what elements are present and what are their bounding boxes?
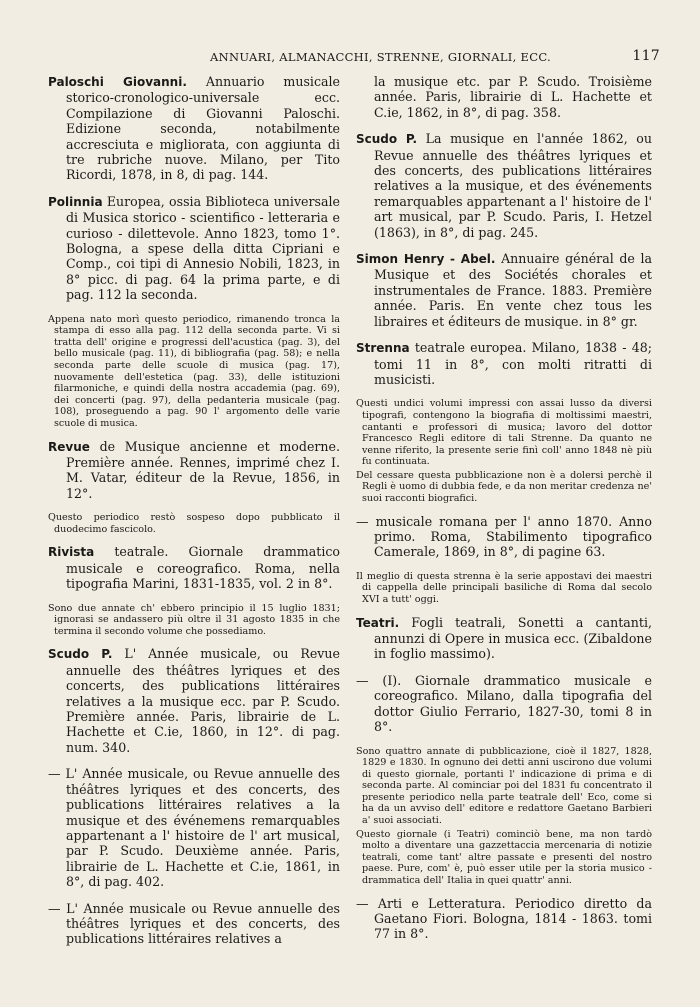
entry-text: La musique en l'année 1862, ou Revue annuelle des théâtres lyriques et des concerts, des publications littéraires relatives a la musique, et des événements remarquables appartenant a l' histoire de l' art musical, par P. Scudo. Paris, I. Hetzel (1863), in 8°, di pag. 245. bbox=[374, 131, 652, 240]
entry-teatri bbox=[356, 615, 652, 662]
entry-revue bbox=[48, 439, 340, 502]
running-header bbox=[210, 50, 660, 64]
entry-heading: Scudo P. bbox=[356, 132, 418, 147]
entry-text: Annuaire général de la Musique et des Sociétés chorales et instrumentales de France. 1883. Première année. Paris. En vente chez tous les libraires et éditeurs de musique. in 8° gr. bbox=[374, 251, 652, 329]
entry-text: — musicale romana per l' anno 1870. Anno primo. Roma, Stabilimento tipografico Camerale, 1869, in 8°, di pagine 63. bbox=[356, 513, 652, 560]
entry-scudo-1861 bbox=[48, 766, 340, 889]
entry-heading: Strenna bbox=[356, 341, 410, 356]
entry-simon bbox=[356, 251, 652, 329]
entry-heading: Rivista bbox=[48, 545, 95, 560]
entry-rivista bbox=[48, 544, 340, 591]
entry-note: Questo periodico restò sospeso dopo pubblicato il duodecimo fascicolo. bbox=[48, 512, 340, 535]
entry-scudo-1862-cont bbox=[356, 74, 652, 120]
entry-note: Appena nato morì questo periodico, rimanendo tronca la stampa di esso alla pag. 112 della seconda parte. Vi si tratta dell' origine e progressi dell'acustica (pag. 3), del bello musicale (pag. 11), di bibliografia (pag. 58); e nella seconda parte delle scuole di musica (pag. 17), nuovamente dell'estetica (pag. 33), delle istituzioni filarmoniche, e quindi della nostra accademia (pag. 69), dei concerti (pag. 97), della pedanteria musicale (pag. 108), proseguendo a pag. 90 l' argomento delle varie scuole di musica. bbox=[48, 313, 340, 430]
entry-heading: Paloschi Giovanni. bbox=[48, 75, 187, 89]
entry-paloschi bbox=[48, 74, 340, 183]
entry-text: L' Année musicale, ou Revue annuelle des théâtres lyriques et des concerts, des publications littéraires relatives a la musique ecc. par P. Scudo. Première année. Paris, librairie de L. Hachette et C.ie, 1860, in 12°. di pag. num. 340. bbox=[66, 646, 340, 755]
entry-note: Sono due annate ch' ebbero principio il 15 luglio 1831; ignorasi se andassero più oltre il 31 agosto 1835 in che termina il secondo volume che possediamo. bbox=[48, 602, 340, 637]
left-column bbox=[48, 74, 340, 958]
entry-text: de Musique ancienne et moderne. Première année. Rennes, imprimé chez I. M. Vatar, éditeur de la Revue, 1856, in 12°. bbox=[66, 438, 340, 501]
entry-heading: Teatri. bbox=[356, 615, 400, 630]
entry-heading: Revue bbox=[48, 439, 90, 454]
page-number: 117 bbox=[632, 48, 660, 64]
entry-text: — (I). Giornale drammatico musicale e coreografico. Milano, dalla tipografia del dottor Giulio Ferrario, 1827-30, tomi 8 in 8°. bbox=[356, 672, 652, 735]
entry-text: Europea, ossia Biblioteca universale di Musica storico - scientifico - letteraria e curioso - dilettevole. Anno 1823, tomo 1°. Bologna, a spese della ditta Cipriani e Comp., coi tipi di Annesio Nobili, 1823, in 8° picc. di pag. 64 la prima parte, e di pag. 112 la seconda. bbox=[66, 193, 340, 303]
running-title: ANNUARI, ALMANACCHI, STRENNE, GIORNALI, ECC. bbox=[210, 50, 551, 64]
entry-text: Annuario musicale storico-cronologico-universale ecc. Compilazione di Giovanni Paloschi. Edizione seconda, notabilmente accresciuta e migliorata, con aggiunta di tre rubriche nuove. Milano, per Tito Ricordi, 1878, in 8, di pag. 144. bbox=[66, 74, 341, 183]
entry-scudo-1863 bbox=[356, 131, 652, 240]
entry-heading: Polinnia bbox=[48, 194, 103, 209]
entry-text: Fogli teatrali, Sonetti a cantanti, annunzi di Opere in musica ecc. (Zibaldone in foglio massimo). bbox=[374, 614, 652, 662]
entry-text: — L' Année musicale ou Revue annuelle des théâtres lyriques et des concerts, des publications littéraires relatives a bbox=[48, 900, 340, 947]
entry-text: la musique etc. par P. Scudo. Troisième année. Paris, librairie di L. Hachette et C.ie, 1862, in 8°, di pag. 358. bbox=[374, 74, 652, 120]
entry-text: teatrale. Giornale drammatico musicale e coreografico. Roma, nella tipografia Marini, 1831-1835, vol. 2 in 8°. bbox=[66, 544, 340, 592]
entry-text: — L' Année musicale, ou Revue annuelle des théâtres lyriques et des concerts, des publications littéraires relatives a la musique et des événemens remarquables appartenant a l' histoire de l' art musical, par P. Scudo. Deuxième année. Paris, librairie de L. Hachette et C.ie, 1861, in 8°, di pag. 402. bbox=[48, 766, 340, 890]
entry-note: Del cessare questa pubblicazione non è a dolersi perchè il Regli è uomo di dubbia fede, e da non meritar credenza ne' suoi racconti biografici. bbox=[356, 469, 652, 505]
entry-note: Sono quattro annate di pubblicazione, cioè il 1827, 1828, 1829 e 1830. In ognuno dei detti anni uscirono due volumi di questo giornale, portanti l' indicazione di prima e di seconda parte. Al cominciar poi del 1831 fu concentrato il presente periodico nella parte teatrale dell' Eco, come si ha da un avviso dell' editore e redattore Gaetano Barbieri a' suoi associati. bbox=[356, 745, 652, 827]
entry-note: Questi undici volumi impressi con assai lusso da diversi tipografi, contengono la biografia di moltissimi maestri, cantanti e professori di musica; lavoro del dottor Francesco Regli editore di tali Strenne. Da quanto ne venne riferito, la presente serie finì coll' anno 1848 nè più fu continuata. bbox=[356, 398, 652, 468]
entry-scudo-1862-start bbox=[48, 901, 340, 947]
entry-polinnia bbox=[48, 194, 340, 303]
entry-heading: Scudo P. bbox=[48, 647, 113, 662]
entry-note: Questo giornale (i Teatri) cominciò bene, ma non tardò molto a diventare una gazzettaccia mercenaria di notizie teatrali, come tant' altre passate e presenti del nostro paese. Pure, com' è, può esser utile per la storia musico - drammatica dell' Italia in quei quattr' anni. bbox=[356, 828, 652, 887]
entry-text: — Arti e Letteratura. Periodico diretto da Gaetano Fiori. Bologna, 1814 - 1863. tomi 77 in 8°. bbox=[356, 895, 652, 942]
entry-scudo-1860 bbox=[48, 646, 340, 755]
entry-note: Il meglio di questa strenna è la serie appostavi dei maestri di cappella delle principali basiliche di Roma dal secolo XVI a tutt' oggi. bbox=[356, 570, 652, 606]
entry-heading: Simon Henry - Abel. bbox=[356, 252, 496, 267]
entry-teatri-giornale bbox=[356, 673, 652, 735]
entry-strenna bbox=[356, 340, 652, 387]
entry-strenna-romana bbox=[356, 514, 652, 560]
entry-text: teatrale europea. Milano, 1838 - 48; tomi 11 in 8°, con molti ritratti di musicisti. bbox=[374, 340, 652, 387]
entry-teatri-arti bbox=[356, 896, 652, 942]
right-column bbox=[356, 74, 652, 953]
